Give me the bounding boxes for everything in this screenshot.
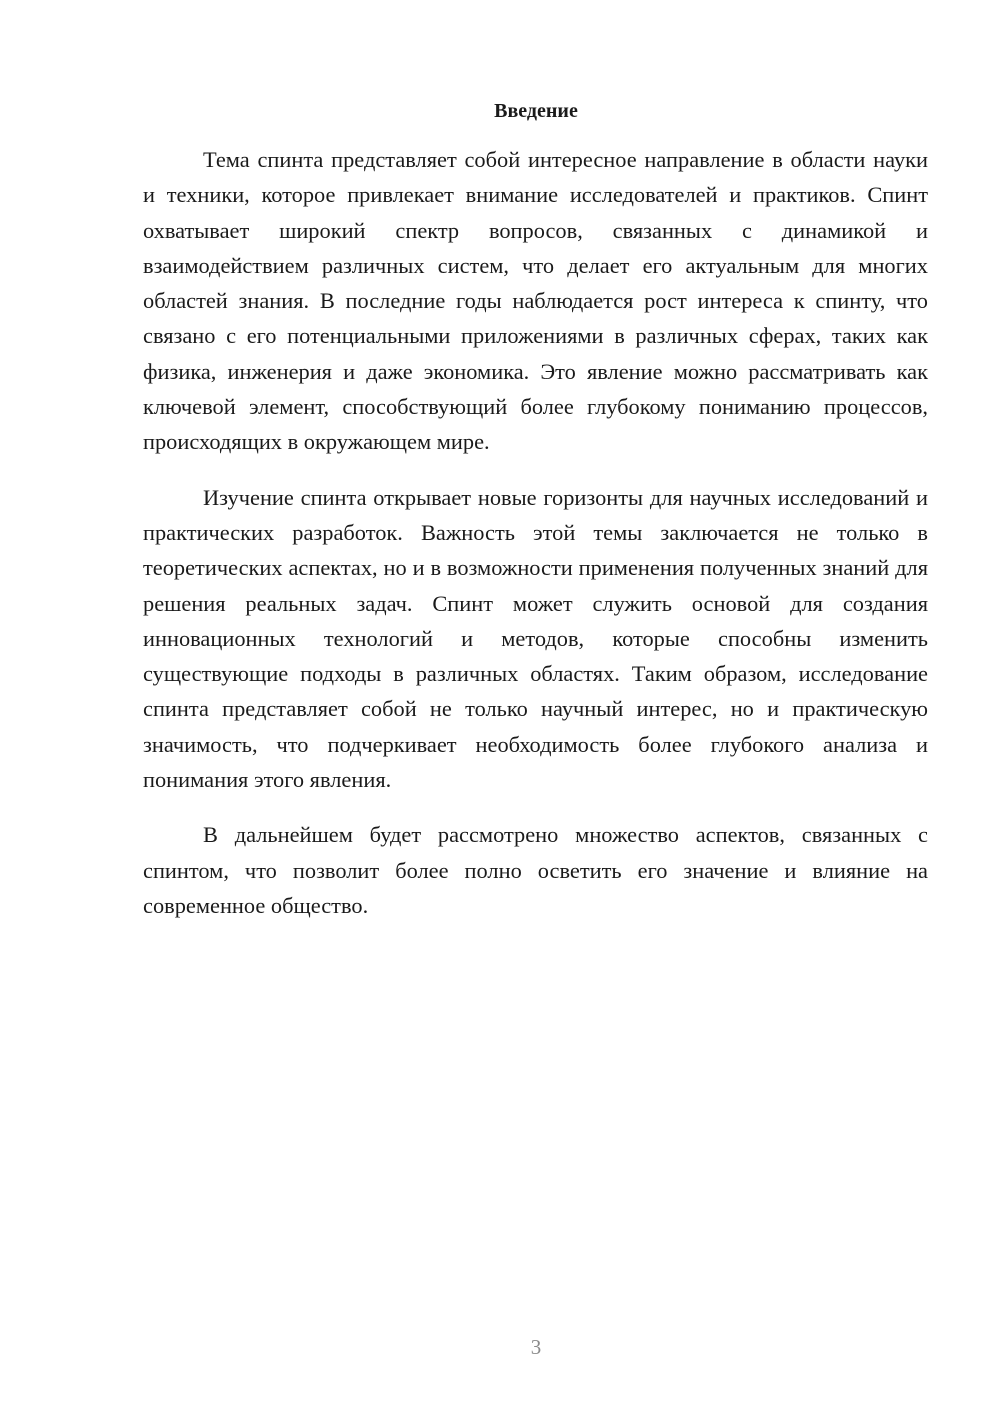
paragraph-3: В дальнейшем будет рассмотрено множество аспектов, связанных с спинтом, что позволит более полно осветить его значение и влияние на современное общество. xyxy=(143,822,928,918)
page-number: 3 xyxy=(530,1335,542,1359)
section-heading: Введение xyxy=(494,100,578,122)
paragraph-1: Тема спинта представляет собой интересное направление в области науки и техники, которое привлекает внимание исследователей и практиков. Спинт охватывает широкий спектр вопросов, связанных с динамикой и взаимодействием различных систем, что делает его актуальным для многих областей знания. В последние годы наблюдается рост интереса к спинту, что связано с его потенциальными приложениями в различных сферах, таких как физика, инженерия и даже экономика. Это явление можно рассматривать как ключевой элемент, способствующий более глубокому пониманию процессов, происходящих в окружающем мире. xyxy=(143,147,928,455)
body-text xyxy=(143,142,928,943)
paragraph-2: Изучение спинта открывает новые горизонты для научных исследований и практических разработок. Важность этой темы заключается не только в теоретических аспектах, но и в возможности применения полученных знаний для решения реальных задач. Спинт может служить основой для создания инновационных технологий и методов, которые способны изменить существующие подходы в различных областях. Таким образом, исследование спинта представляет собой не только научный интерес, но и практическую значимость, что подчеркивает необходимость более глубокого анализа и понимания этого явления. xyxy=(143,484,928,793)
